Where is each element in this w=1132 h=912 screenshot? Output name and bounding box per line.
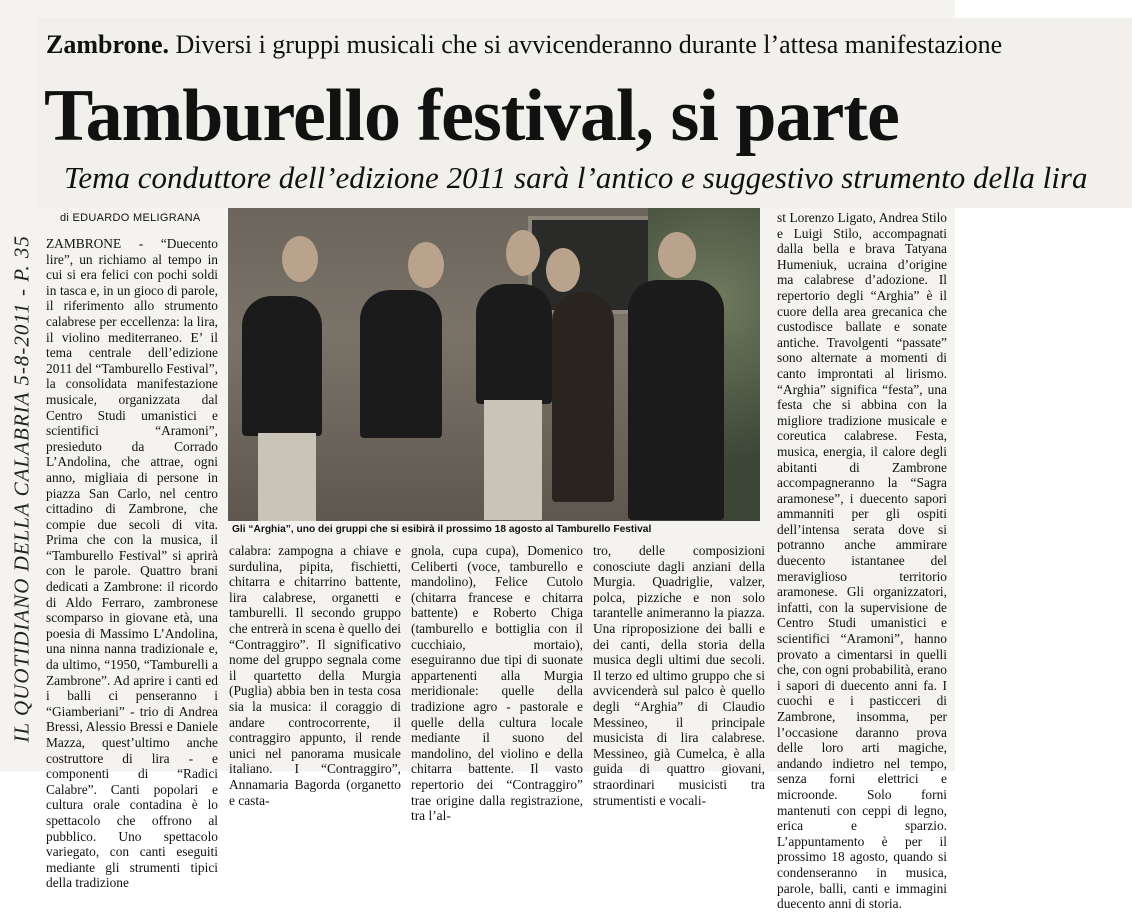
musician-4 xyxy=(628,280,724,520)
musician-2 xyxy=(360,290,442,438)
photo-caption: Gli “Arghia”, uno dei gruppi che si esibirà il prossimo 18 agosto al Tamburello Festival xyxy=(232,524,652,535)
musician-2-head xyxy=(408,242,444,288)
musician-3 xyxy=(476,284,552,404)
singer xyxy=(552,292,614,502)
musician-4-head xyxy=(658,232,696,278)
column-5 xyxy=(777,210,947,912)
column-4-text: tro, delle composizioni conosciute dagli anziani della Murgia. Quadriglie, valzer, polca, pizziche e non solo tarantelle animeranno la piazza. Una riproposizione dei balli e dei canti, della storia della musica degli ultimi due secoli. Il terzo ed ultimo gruppo che si avvicenderà sul palco è quello degli “Arghia” di Claudio Messineo, il principale musicista di lira calabrese. Messineo, già Cumelca, è alla guida di quattro giovani, straordinari musicisti tra strumentisti e vocali- xyxy=(593,543,765,808)
singer-head xyxy=(546,248,580,292)
headline: Tamburello festival, si parte xyxy=(44,75,899,157)
column-2 xyxy=(229,543,401,808)
column-1-text: ZAMBRONE - “Duecento lire”, un richiamo al tempo in cui si era felici con pochi soldi in tasca e, in un gioco di parole, il riferimento allo strumento calabrese per eccellenza: la lira, il violino mediterraneo. E’ il tema centrale dell’edizione 2011 del “Tamburello Festival”, la consolidata manifestazione musicale, organizzata dal Centro Studi umanistici e scientifici “Aramoni”, presieduto da Corrado L’Andolina, che attrae, ogni anno, migliaia di persone in piazza San Carlo, nel centro cittadino di Zambrone, che compie due secoli di vita. Prima che con la musica, il “Tamburello Festival” si aprirà con le parole. Quattro brani dedicati a Zambrone: il ricordo di Aldo Ferraro, zambronese scomparso in giovane età, una poesia di Massimo L’Andolina, una ninna nanna tradizionale e, da ultimo, “1950, “Tamburelli a Zambrone”. Ad aprire i canti ed i balli ci penseranno i “Giamberiani” - trio di Andrea Bressi, Alessio Bressi e Daniele Mazza, quest’ultimo anche costruttore di lira - e componenti di “Radici Calabre”. Canti popolari e cultura orale contadina è lo spettacolo che offrono al pubblico. Uno spettacolo variegato, con canti eseguiti mediante gli strumenti tipici della tradizione xyxy=(46,236,218,891)
musician-3-trousers xyxy=(484,400,542,520)
column-5-text: st Lorenzo Ligato, Andrea Stilo e Luigi Stilo, accompagnati dalla bella e brava Tatyana Humeniuk, ucraina d’origine ma calabrese d’adozione. Il repertorio degli “Arghia” è il cuore della area grecanica che custodisce ballate e sonate antiche. Travolgenti “passate” sono alternate a momenti di canto improntati al lirismo. “Arghia” significa “festa”, una festa che si abbina con la migliore tradizione musicale e coreutica calabrese. Festa, musica, energia, il calore degli abitanti di Zambrone accompagneranno la “Sagra aramonese”, i duecento sapori ammanniti per gli ospiti dell’intensa serata dove si potranno anche ammirare duecento istantanee del meraviglioso territorio aramonese. Gli organizzatori, infatti, con la supervisione de Centro Studi umanistici e scientifici “Aramoni”, hanno provato a cimentarsi in quelli che, con ogni probabilità, erano i sapori di duecento anni fa. I cuochi e i pasticceri di Zambrone, insomma, per l’occasione daranno prova delle loro arti magiche, andando indietro nel tempo, senza forni elettrici e microonde. Solo forni mantenuti con ceppi di legno, erica e sparzio. L’appuntamento è per il prossimo 18 agosto, quando si condenseranno in musica, parole, balli, canti e immagini duecento anni di storia. xyxy=(777,210,947,912)
article-photo xyxy=(228,208,760,521)
column-4 xyxy=(593,543,765,808)
column-1 xyxy=(46,236,218,891)
column-2-text: calabra: zampogna a chiave e surdulina, pipita, fischietti, chitarra e chitarrino battente, lira calabrese, organetti e tamburelli. Il secondo gruppo che entrerà in scena è quello dei “Contraggiro”. Il significativo nome del gruppo segnala come il quartetto della Murgia (Puglia) abbia ben in testa cosa sia la musica: il coraggio di andare controcorrente, il contraggiro appunto, il rende unici nel panorama musicale italiano. I “Contraggiro”, Annamaria Bagorda (organetto e casta- xyxy=(229,543,401,808)
musician-3-head xyxy=(506,230,540,276)
kicker xyxy=(46,30,1002,60)
kicker-text: Diversi i gruppi musicali che si avvicenderanno durante l’attesa manifestazione xyxy=(175,30,1003,59)
column-3-text: gnola, cupa cupa), Domenico Celiberti (voce, tamburello e mandolino), Felice Cutolo (chitarra francese e chitarra battente) e Roberto Chiga (tamburello e bottiglia con il cucchiaio, mortaio), eseguiranno due tipi di suonate appartenenti alla Murgia meridionale: quelle della tradizione agro - pastorale e quelle della cultura locale mediante il suono del mandolino, del violino e della chitarra battente. Il vasto repertorio dei “Contraggiro” trae origine dalla registrazione, tra l’al- xyxy=(411,543,583,824)
column-3 xyxy=(411,543,583,824)
kicker-place: Zambrone. xyxy=(46,30,170,59)
musician-1 xyxy=(242,296,322,436)
source-note-text: IL QUOTIDIANO DELLA CALABRIA 5-8-2011 - P. 35 xyxy=(9,235,34,743)
handwritten-source-note xyxy=(2,235,36,760)
subtitle: Tema conduttore dell’edizione 2011 sarà l’antico e suggestivo strumento della lira xyxy=(64,160,1088,195)
musician-1-trousers xyxy=(258,433,316,521)
musician-1-head xyxy=(282,236,318,282)
byline: di EDUARDO MELIGRANA xyxy=(60,212,201,224)
